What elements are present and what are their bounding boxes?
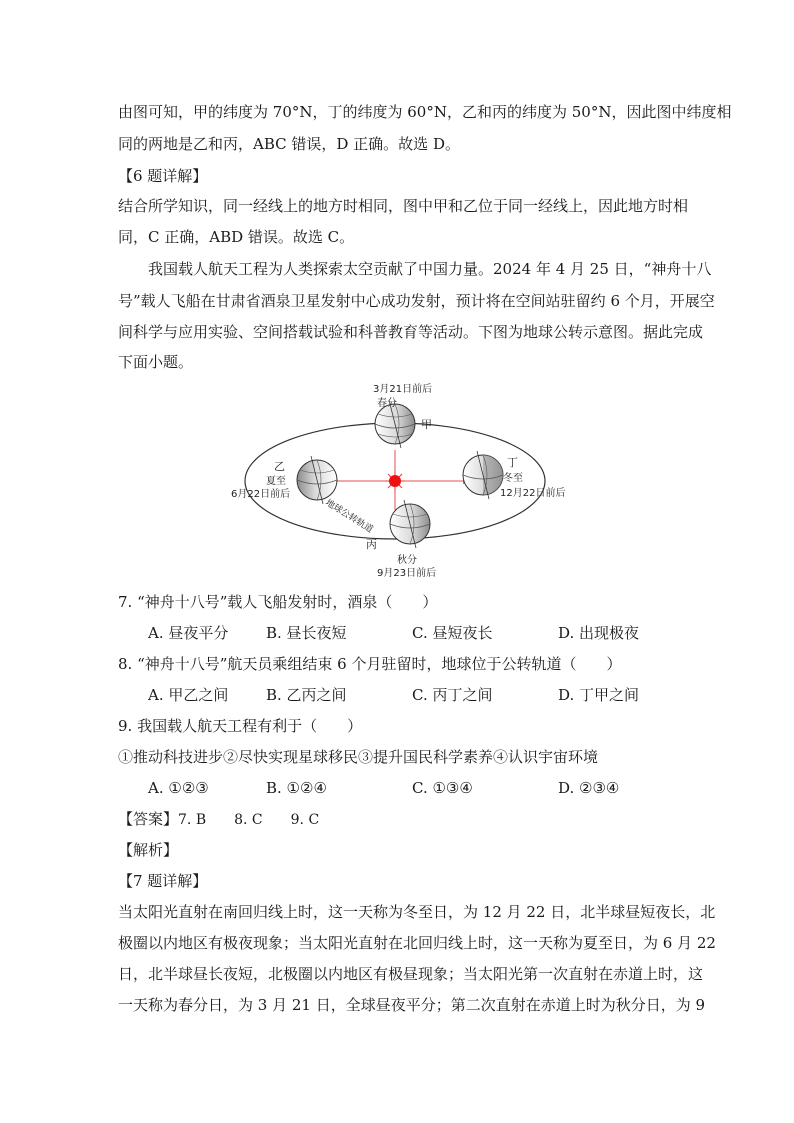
paragraph-line: 下面小题。: [118, 353, 194, 371]
answer-label: 【答案】: [118, 810, 179, 828]
paragraph-line: 由图可知，甲的纬度为 70°N，丁的纬度为 60°N，乙和丙的纬度为 50°N，因此图中纬度相: [118, 103, 732, 121]
question-7: 7. “神舟十八号”载人飞船发射时，酒泉（ ）: [118, 593, 438, 611]
q8-option-d[interactable]: D. 丁甲之间: [558, 686, 640, 704]
section-header: 【7 题详解】: [118, 872, 208, 890]
q9-option-d[interactable]: D. ②③④: [558, 779, 620, 797]
q8-option-a[interactable]: A. 甲乙之间: [148, 686, 229, 704]
section-header: 【6 题详解】: [118, 167, 208, 185]
paragraph-line: 同的两地是乙和丙，ABC 错误，D 正确。故选 D。: [118, 135, 460, 153]
q7-option-c[interactable]: C. 昼短夜长: [412, 624, 493, 642]
jia-label: 甲: [421, 418, 432, 431]
winter-date: 12月22日前后: [500, 488, 566, 499]
summer-pos: 乙: [274, 460, 285, 473]
autumn-date: 9月23日前后: [377, 568, 437, 579]
globe-autumn-equinox: [390, 500, 430, 548]
analysis-header: 【解析】: [118, 841, 179, 859]
q8-option-c[interactable]: C. 丙丁之间: [412, 686, 493, 704]
summer-name: 夏至: [266, 476, 286, 487]
globe-winter-solstice: [463, 451, 503, 499]
explanation-line: 极圈以内地区有极夜现象；当太阳光直射在北回归线上时，这一天称为夏至日，为 6 月 22: [118, 934, 716, 952]
winter-name: 冬至: [503, 473, 523, 484]
earth-orbit-diagram: [225, 380, 570, 580]
paragraph-line: 号”载人飞船在甘肃省酒泉卫星发射中心成功发射，预计将在空间站驻留约 6 个月，开展空: [118, 292, 715, 310]
question-9: 9. 我国载人航天工程有利于（ ）: [118, 717, 363, 735]
explanation-line: 当太阳光直射在南回归线上时，这一天称为冬至日，为 12 月 22 日，北半球昼短夜长，北: [118, 903, 716, 921]
answer-values: 7. B 8. C 9. C: [178, 812, 320, 828]
q9-option-a[interactable]: A. ①②③: [148, 779, 209, 797]
autumn-pos: 丙: [366, 538, 377, 551]
q7-option-a[interactable]: A. 昼夜平分: [148, 624, 229, 642]
sun-icon: [385, 471, 405, 491]
q8-option-b[interactable]: B. 乙丙之间: [266, 686, 347, 704]
q7-option-b[interactable]: B. 昼长夜短: [266, 624, 347, 642]
explanation-line: 日，北半球昼长夜短，北极圈以内地区有极昼现象；当太阳光第一次直射在赤道上时，这: [118, 965, 704, 983]
paragraph-line: 我国载人航天工程为人类探索太空贡献了中国力量。2024 年 4 月 25 日，“神舟十八: [148, 260, 712, 278]
q7-option-d[interactable]: D. 出现极夜: [558, 624, 640, 642]
spring-name: 春分: [377, 398, 397, 409]
answer-line: [118, 809, 319, 830]
paragraph-line: 同，C 正确，ABD 错误。故选 C。: [118, 228, 355, 246]
orbit-label: 地球公转轨道: [323, 498, 375, 536]
paragraph-line: 间科学与应用实验、空间搭载试验和科普教育等活动。下图为地球公转示意图。据此完成: [118, 323, 704, 341]
spring-date: 3月21日前后: [373, 384, 433, 395]
q9-option-c[interactable]: C. ①③④: [412, 779, 473, 797]
question-9-items: ①推动科技进步②尽快实现星球移民③提升国民科学素养④认识宇宙环境: [118, 748, 599, 766]
globe-summer-solstice: [297, 456, 337, 504]
paragraph-line: 结合所学知识，同一经线上的地方时相同，图中甲和乙位于同一经线上，因此地方时相: [118, 197, 689, 215]
summer-date: 6月22日前后: [231, 489, 291, 500]
explanation-line: 一天称为春分日，为 3 月 21 日，全球昼夜平分；第二次直射在赤道上时为秋分日，为 9: [118, 996, 706, 1014]
autumn-name: 秋分: [397, 555, 417, 566]
q9-option-b[interactable]: B. ①②④: [266, 779, 327, 797]
winter-pos: 丁: [507, 456, 518, 469]
question-8: 8. “神舟十八号”航天员乘组结束 6 个月驻留时，地球位于公转轨道（ ）: [118, 655, 622, 673]
